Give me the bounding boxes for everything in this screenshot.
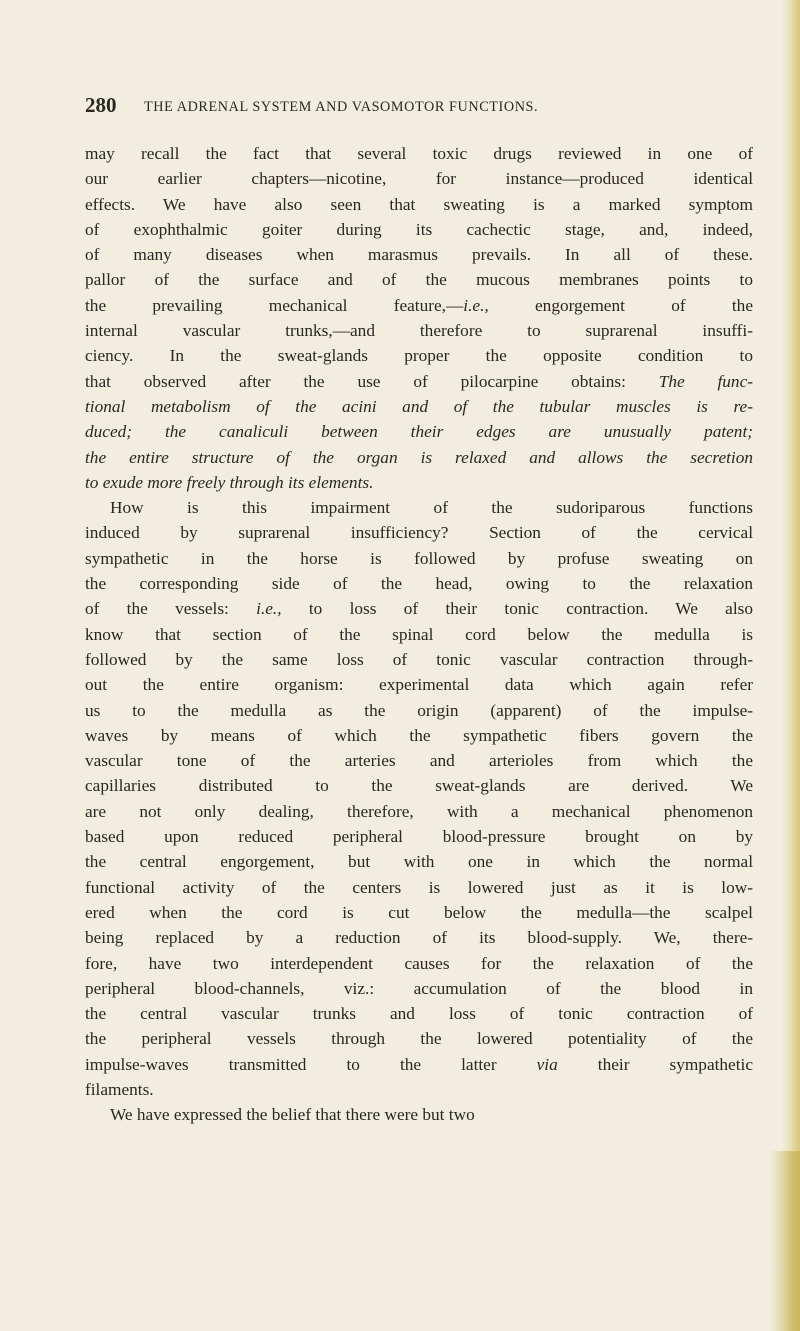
text-line [85,293,753,318]
text-line [85,369,753,394]
paragraph-start-line: How is this impairment of the sudoriparous functions [110,498,753,518]
text-line: internal vascular trunks,—and therefore to suprarenal insuffi- [85,321,753,341]
text-line: waves by means of which the sympathetic fibers govern the [85,725,753,745]
text-line: induced by suprarenal insufficiency? Section of the cervical [85,523,753,543]
text-line: fore, have two interdependent causes for the relaxation of the [85,953,753,973]
text-line: peripheral blood-channels, viz.: accumulation of the blood in [85,978,753,998]
text-line: our earlier chapters—nicotine, for instance—produced identical [85,169,753,189]
text-line: ered when the cord is cut below the medulla—the scalpel [85,902,753,922]
text-line: filaments. [85,1079,154,1099]
text-run: engorgement of the [488,295,753,315]
text-line: may recall the fact that several toxic drugs reviewed in one of [85,144,753,163]
text-line: the corresponding side of the head, owing to the relaxation [85,574,753,594]
text-line: of exophthalmic goiter during its cachectic stage, and, indeed, [85,219,753,239]
text-line [85,596,753,621]
italic-run: The func- [658,371,753,391]
text-run: to loss of their tonic contraction. We also [281,599,753,619]
italic-run: to exude more freely through its elements. [85,472,374,492]
text-line: the peripheral vessels through the lowered potentiality of the [85,1029,753,1049]
text-line: know that section of the spinal cord below the medulla is [85,624,753,644]
text-line: the central vascular trunks and loss of tonic contraction of [85,1004,753,1024]
text-run: their sympathetic [557,1054,754,1074]
paragraph-start-line: We have expressed the belief that there were but two [110,1105,475,1125]
italic-run: i.e., [463,295,489,315]
italic-line [85,394,753,419]
text-line [85,1052,753,1077]
text-line: of many diseases when marasmus prevails. In all of these. [85,245,753,265]
body-text [85,141,753,1128]
text-line: effects. We have also seen that sweating is a marked symptom [85,194,753,214]
italic-line [85,445,753,470]
text-line: being replaced by a reduction of its blood-supply. We, there- [85,928,753,948]
text-run: that observed after the use of pilocarpine obtains: [85,371,659,391]
text-run: of the vessels: [85,599,257,619]
italic-run: via [536,1054,558,1074]
running-header [85,92,725,122]
text-line: followed by the same loss of tonic vascular contraction through- [85,649,753,669]
text-line: capillaries distributed to the sweat-glands are derived. We [85,776,753,796]
italic-run: duced; the canaliculi between their edges are unusually patent; [85,422,753,442]
running-title: THE ADRENAL SYSTEM AND VASOMOTOR FUNCTIONS. [144,99,539,115]
text-line: are not only dealing, therefore, with a mechanical phenomenon [85,801,753,821]
text-line: out the entire organism: experimental data which again refer [85,675,753,695]
italic-run: i.e., [256,599,282,619]
italic-line [85,470,753,495]
text-line: based upon reduced peripheral blood-pressure brought on by [85,827,753,847]
text-line: vascular tone of the arteries and arterioles from which the [85,751,753,771]
text-line: us to the medulla as the origin (apparent) of the impulse- [85,700,753,720]
text-line: pallor of the surface and of the mucous membranes points to [85,270,753,290]
text-line: functional activity of the centers is lowered just as it is low- [85,877,753,897]
italic-run: the entire structure of the organ is relaxed and allows the secretion [85,447,753,467]
page-edge-shading [782,0,800,1331]
text-line: ciency. In the sweat-glands proper the opposite condition to [85,346,753,366]
text-line: sympathetic in the horse is followed by profuse sweating on [85,548,753,568]
text-run: the prevailing mechanical feature,— [85,295,464,315]
page-number: 280 [85,93,117,117]
italic-line [85,419,753,444]
text-run: impulse-waves transmitted to the latter [85,1054,537,1074]
italic-run: tional metabolism of the acini and of the tubular muscles is re- [85,396,753,416]
page-corner-stain [770,1151,800,1331]
text-line: the central engorgement, but with one in which the normal [85,852,753,872]
